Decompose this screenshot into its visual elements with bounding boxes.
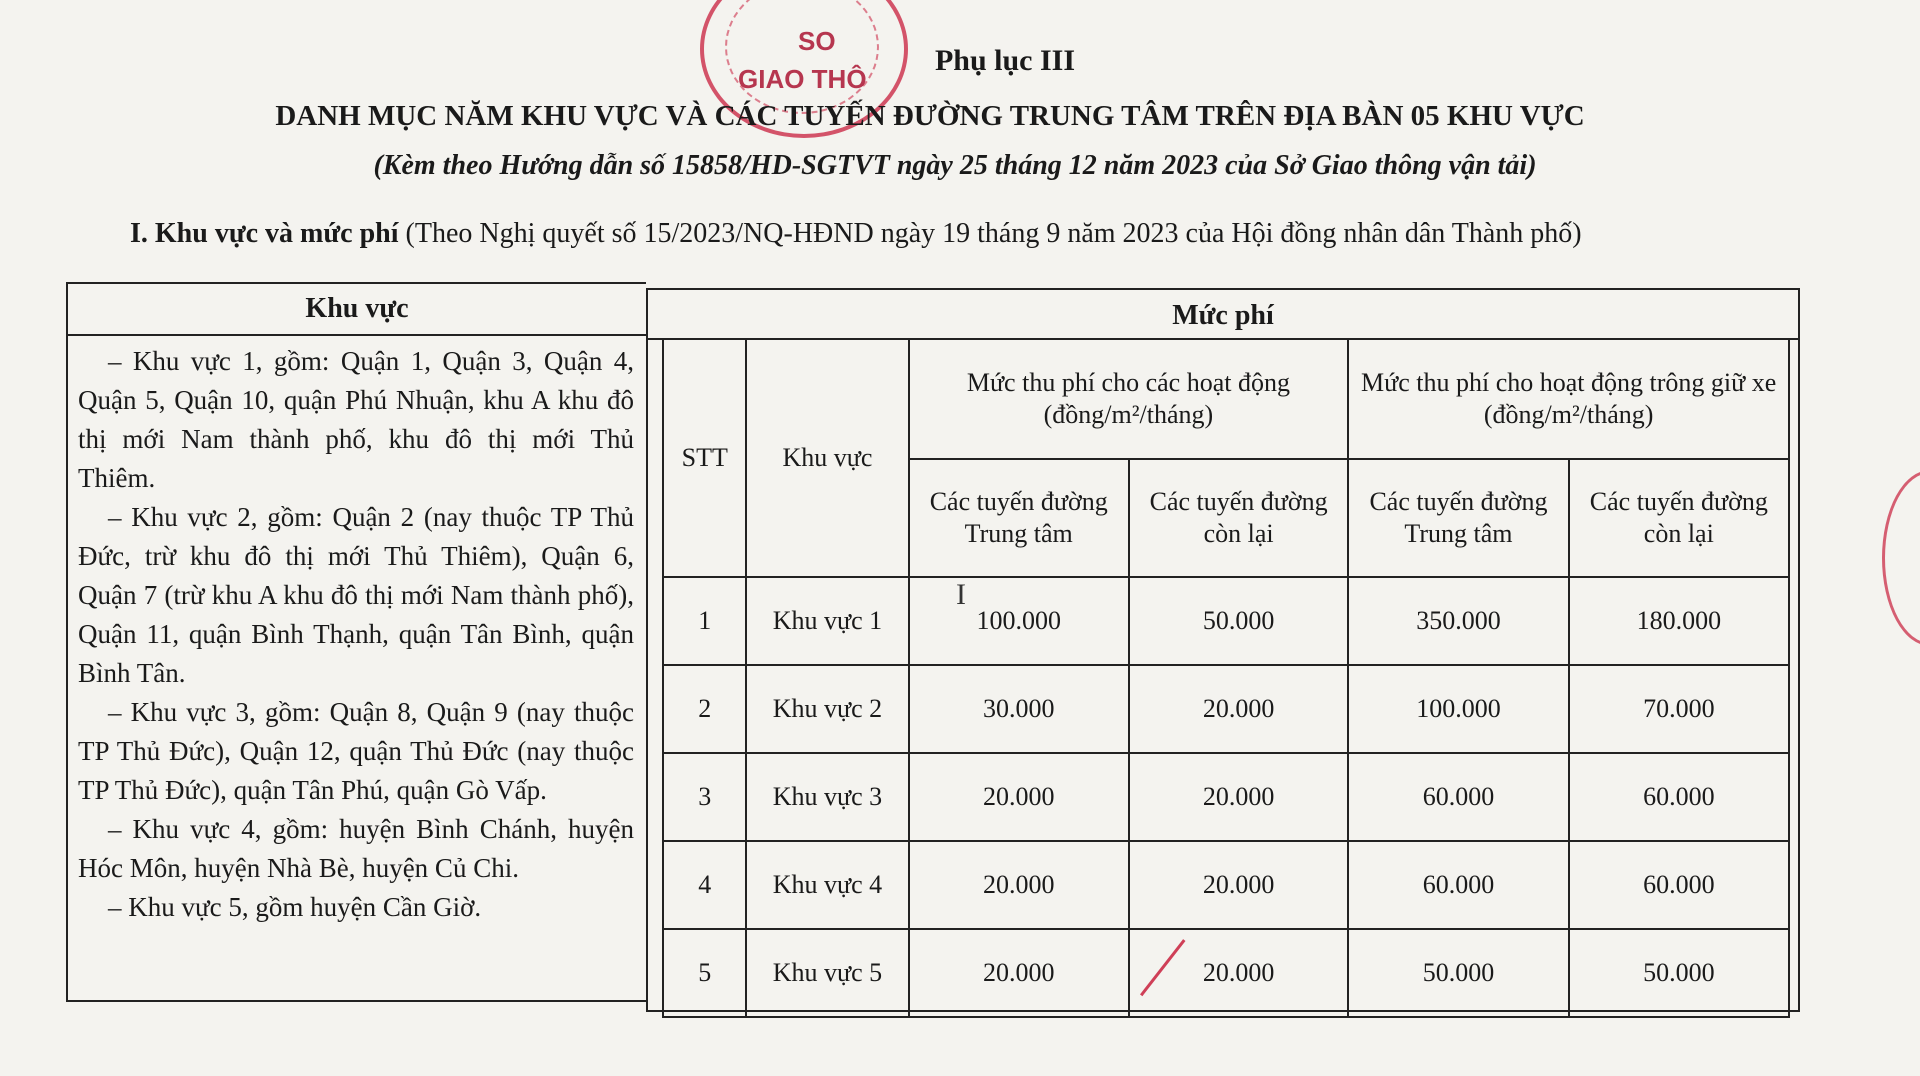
cell-area: Khu vực 1 <box>746 577 908 665</box>
text-cursor-icon: I <box>956 578 966 611</box>
col-group-activities: Mức thu phí cho các hoạt động (đồng/m²/tháng) <box>909 339 1349 459</box>
cell-area: Khu vực 4 <box>746 841 908 929</box>
cell-activities-remaining: 50.000 <box>1129 577 1348 665</box>
cell-activities-central: 30.000 <box>909 665 1129 753</box>
col-parking-remaining: Các tuyến đường còn lại <box>1569 459 1789 577</box>
table-row <box>663 577 1789 665</box>
cell-activities-remaining: 20.000 <box>1129 753 1348 841</box>
cell-activities-remaining: 20.000 <box>1129 841 1348 929</box>
area-item-5: – Khu vực 5, gồm huyện Cần Giờ. <box>108 892 482 922</box>
table-row <box>663 753 1789 841</box>
cell-area: Khu vực 5 <box>746 929 908 1017</box>
appendix-label: Phụ lục III <box>934 44 1076 77</box>
seal-text-top: SO <box>798 26 836 56</box>
cell-activities-central: 20.000 <box>909 929 1129 1017</box>
table-row <box>663 841 1789 929</box>
cell-parking-remaining: 50.000 <box>1569 929 1789 1017</box>
area-item-3: – Khu vực 3, gồm: Quận 8, Quận 9 (nay thuộc TP Thủ Đức), Quận 12, quận Thủ Đức (nay thuộc TP Thủ Đức), quận Tân Phú, quận Gò Vấp. <box>78 697 634 805</box>
col-activities-central: Các tuyến đường Trung tâm <box>909 459 1129 577</box>
fee-table-header-row <box>663 339 1789 459</box>
cell-activities-remaining: 20.000 <box>1129 929 1348 1017</box>
document-subtitle: (Kèm theo Hướng dẫn số 15858/HD-SGTVT ngày 25 tháng 12 năm 2023 của Sở Giao thông vận tải) <box>373 150 1537 181</box>
cell-stt: 2 <box>663 665 746 753</box>
cell-parking-central: 60.000 <box>1348 753 1568 841</box>
fee-panel-header: Mức phí <box>648 290 1798 340</box>
cell-activities-central: 100.000 <box>909 577 1129 665</box>
area-item-4: – Khu vực 4, gồm: huyện Bình Chánh, huyện Hóc Môn, huyện Nhà Bè, huyện Củ Chi. <box>78 814 634 883</box>
document-title: DANH MỤC NĂM KHU VỰC VÀ CÁC TUYẾN ĐƯỜNG TRUNG TÂM TRÊN ĐỊA BÀN 05 KHU VỰC <box>275 100 1585 132</box>
cell-parking-remaining: 60.000 <box>1569 841 1789 929</box>
fee-table <box>662 338 1790 1018</box>
cell-stt: 5 <box>663 929 746 1017</box>
cell-stt: 3 <box>663 753 746 841</box>
area-description-panel <box>66 282 646 1002</box>
col-group-parking: Mức thu phí cho hoạt động trông giữ xe (đồng/m²/tháng) <box>1348 339 1789 459</box>
cell-activities-central: 20.000 <box>909 753 1129 841</box>
cell-activities-central: 20.000 <box>909 841 1129 929</box>
section-heading-rest: (Theo Nghị quyết số 15/2023/NQ-HĐND ngày 19 tháng 9 năm 2023 của Hội đồng nhân dân Thành phố) <box>398 218 1582 249</box>
seal-text-middle: GIAO THÔ <box>738 64 867 94</box>
area-list <box>68 336 646 927</box>
area-panel-header: Khu vực <box>68 284 646 336</box>
fee-panel <box>646 288 1800 1012</box>
cell-parking-remaining: 180.000 <box>1569 577 1789 665</box>
cell-parking-remaining: 60.000 <box>1569 753 1789 841</box>
cell-area: Khu vực 2 <box>746 665 908 753</box>
cell-stt: 1 <box>663 577 746 665</box>
area-item-1: – Khu vực 1, gồm: Quận 1, Quận 3, Quận 4, Quận 5, Quận 10, quận Phú Nhuận, khu A khu đô thị mới Nam thành phố, khu đô thị mới Thủ Thiêm. <box>78 346 634 493</box>
cell-parking-central: 60.000 <box>1348 841 1568 929</box>
col-stt: STT <box>663 339 746 577</box>
col-activities-remaining: Các tuyến đường còn lại <box>1129 459 1348 577</box>
cell-parking-remaining: 70.000 <box>1569 665 1789 753</box>
col-area: Khu vực <box>746 339 908 577</box>
section-heading <box>130 218 1582 250</box>
cell-parking-central: 50.000 <box>1348 929 1568 1017</box>
cell-parking-central: 350.000 <box>1348 577 1568 665</box>
section-heading-bold: I. Khu vực và mức phí <box>130 218 399 249</box>
cell-area: Khu vực 3 <box>746 753 908 841</box>
side-seal-fragment <box>1882 470 1920 646</box>
col-parking-central: Các tuyến đường Trung tâm <box>1348 459 1568 577</box>
cell-parking-central: 100.000 <box>1348 665 1568 753</box>
cell-activities-remaining: 20.000 <box>1129 665 1348 753</box>
table-row <box>663 665 1789 753</box>
area-item-2: – Khu vực 2, gồm: Quận 2 (nay thuộc TP Thủ Đức, trừ khu đô thị mới Thủ Thiêm), Quận 6, Quận 7 (trừ khu A khu đô thị mới Nam thành phố), Quận 11, quận Bình Thạnh, quận Tân Bình, quận Bình Tân. <box>78 502 634 688</box>
table-row <box>663 929 1789 1017</box>
cell-stt: 4 <box>663 841 746 929</box>
